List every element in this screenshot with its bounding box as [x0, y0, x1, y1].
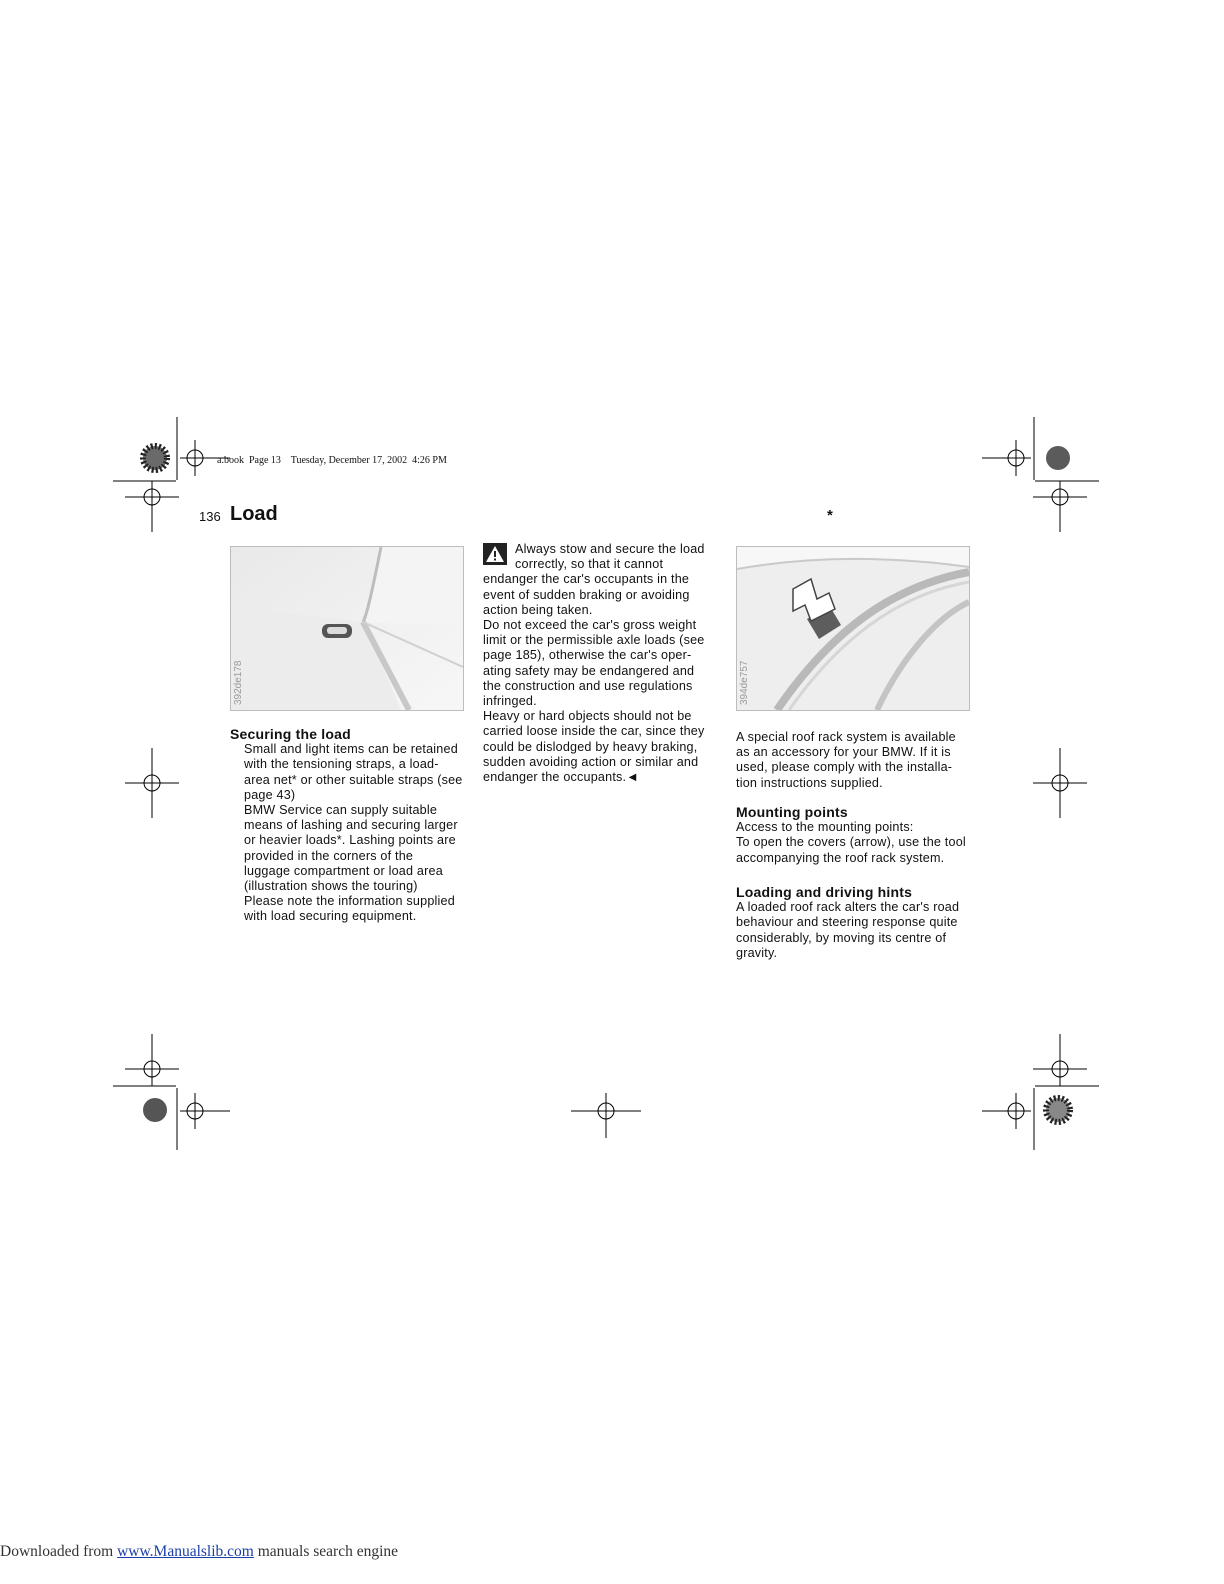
text-line: carried loose inside the car, since they — [483, 724, 705, 739]
text-line: the construction and use regulations — [483, 678, 693, 693]
text-line: event of sudden braking or avoiding — [483, 587, 690, 602]
text-line: or heavier loads*. Lashing points are — [244, 833, 456, 848]
text-line: with load securing equipment. — [244, 909, 417, 924]
text-line: page 43) — [244, 787, 296, 802]
text-line: behaviour and steering response quite — [736, 915, 958, 930]
text-line: with the tensioning straps, a load- — [244, 757, 439, 772]
text-line: A special roof rack system is available — [736, 730, 956, 744]
accessory-asterisk: * — [827, 507, 833, 524]
warning-section — [483, 542, 728, 785]
footer-suffix: manuals search engine — [253, 1543, 399, 1560]
text-line: To open the covers (arrow), use the tool — [736, 835, 966, 850]
page-title: Load — [230, 503, 278, 525]
text-line: luggage compartment or load area — [244, 863, 443, 878]
figure-code-left: 392de178 — [233, 660, 244, 705]
mounting-section — [736, 805, 981, 866]
text-line: Heavy or hard objects should not be — [483, 709, 692, 724]
roof-rack-section — [736, 730, 981, 791]
securing-heading: Securing the load — [230, 726, 351, 742]
text-line: page 185), otherwise the car's oper- — [483, 648, 692, 663]
lashing-point-illustration — [230, 546, 464, 711]
download-footer — [0, 1543, 398, 1561]
text-line: Access to the mounting points: — [736, 820, 914, 835]
text-line: correctly, so that it cannot — [515, 557, 664, 572]
text-line: Do not exceed the car's gross weight — [483, 618, 697, 633]
text-line: means of lashing and securing larger — [244, 818, 458, 833]
text-line: infringed. — [483, 694, 537, 709]
text-line: used, please comply with the installa- — [736, 760, 953, 775]
text-line: BMW Service can supply suitable — [244, 803, 438, 818]
text-line: ating safety may be endangered and — [483, 663, 695, 678]
text-line: A loaded roof rack alters the car's road — [736, 900, 960, 915]
text-line: accompanying the roof rack system. — [736, 850, 945, 865]
text-line: endanger the car's occupants in the — [483, 572, 690, 587]
text-line: Small and light items can be retained — [244, 742, 458, 757]
hints-section — [736, 885, 981, 961]
text-line: considerably, by moving its centre of — [736, 930, 947, 945]
text-line: (illustration shows the touring) — [244, 879, 418, 894]
text-line: as an accessory for your BMW. If it is — [736, 745, 951, 760]
text-line: endanger the occupants.◄ — [483, 770, 639, 785]
securing-section — [230, 727, 475, 925]
text-line: action being taken. — [483, 602, 593, 617]
hints-heading: Loading and driving hints — [736, 884, 913, 900]
mounting-heading: Mounting points — [736, 804, 848, 820]
securing-text — [230, 742, 475, 924]
text-line: Please note the information supplied — [244, 894, 455, 909]
footer-prefix: Downloaded from — [0, 1543, 118, 1560]
roof-mounting-illustration — [736, 546, 970, 711]
text-line: provided in the corners of the — [244, 848, 414, 863]
text-line: limit or the permissible axle loads (see — [483, 633, 705, 648]
text-line: gravity. — [736, 945, 778, 960]
manualslib-link[interactable]: www.Manualslib.com — [117, 1543, 254, 1560]
text-line: sudden avoiding action or similar and — [483, 754, 699, 769]
figure-code-right: 394de757 — [739, 660, 750, 705]
text-line: Always stow and secure the load — [515, 542, 705, 556]
page-number: 136 — [199, 509, 221, 524]
text-line: area net* or other suitable straps (see — [244, 772, 463, 787]
warning-triangle-icon — [483, 543, 507, 565]
text-line: could be dislodged by heavy braking, — [483, 739, 698, 754]
print-header: a.book Page 13 Tuesday, December 17, 2002 4:26 PM — [217, 455, 447, 466]
text-line: tion instructions supplied. — [736, 775, 883, 790]
